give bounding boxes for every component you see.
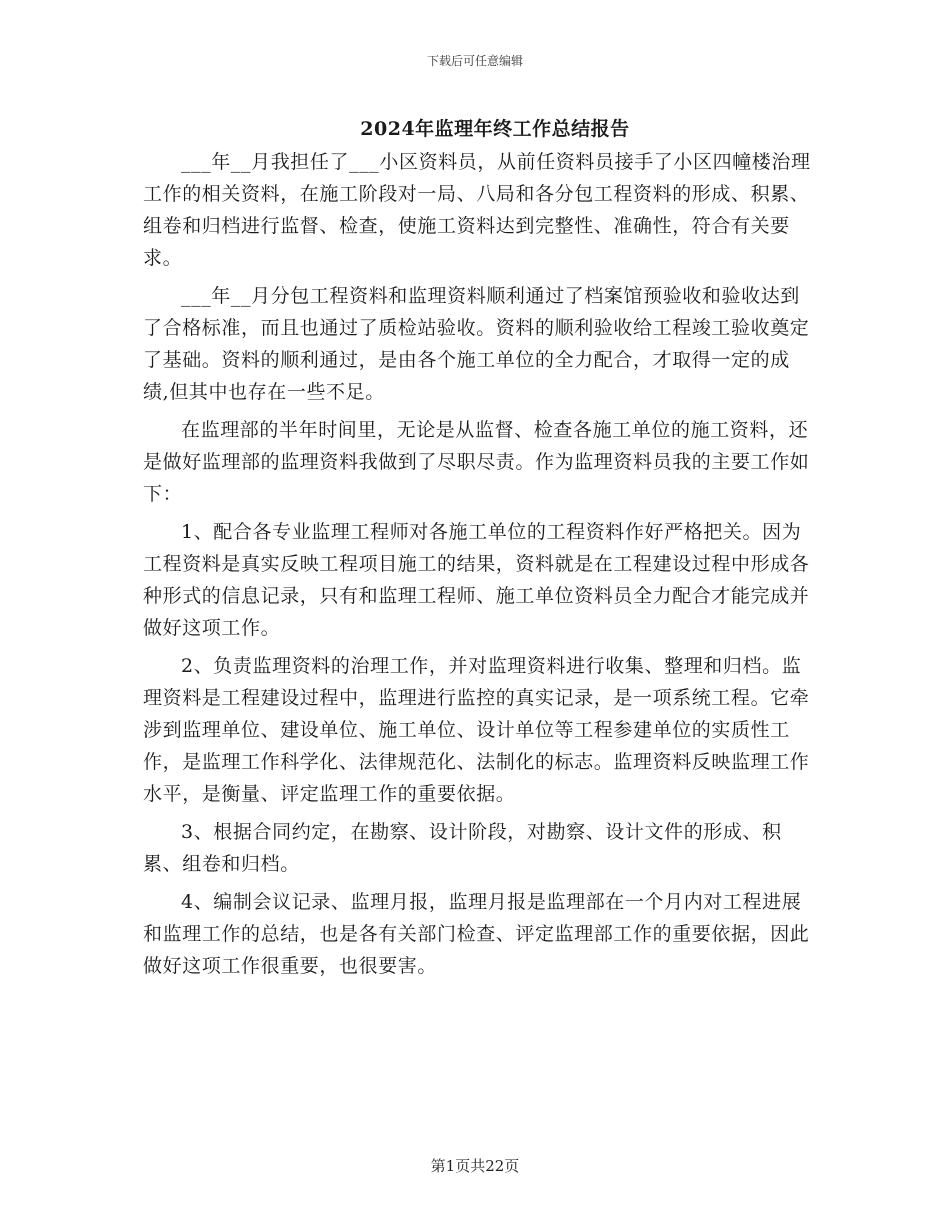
- paragraph: 4、编制会议记录、监理月报，监理月报是监理部在一个月内对工程进展和监理工作的总结，也是各有关部门检查、评定监理部工作的重要依据，因此做好这项工作很重要，也很要害。: [143, 891, 810, 977]
- paragraph: 3、根据合同约定，在勘察、设计阶段，对勘察、设计文件的形成、积累、组卷和归档。: [143, 821, 782, 875]
- document-body: [143, 146, 815, 988]
- paragraph: 在监理部的半年时间里，无论是从监督、检查各施工单位的施工资料，还是做好监理部的监理资料我做到了尽职尽责。作为监理资料员我的主要工作如下：: [143, 419, 810, 505]
- paragraph: ___年__月我担任了___小区资料员，从前任资料员接手了小区四幢楼治理工作的相关资料，在施工阶段对一局、八局和各分包工程资料的形成、积累、组卷和归档进行监督、检查，使施工资料达到完整性、准确性，符合有关要求。: [143, 151, 811, 269]
- header-note: 下载后可任意编辑: [426, 54, 523, 68]
- paragraph: ___年__月分包工程资料和监理资料顺利通过了档案馆预验收和验收达到了合格标准，而且也通过了质检站验收。资料的顺利验收给工程竣工验收奠定了基础。资料的顺利通过，是由各个施工单位的全力配合，才取得一定的成绩,但其中也存在一些不足。: [143, 285, 810, 403]
- page-footer: 第1页共22页: [430, 1157, 520, 1175]
- paragraph: 2、负责监理资料的治理工作，并对监理资料进行收集、整理和归档。监理资料是工程建设过程中，监理进行监控的真实记录，是一项系统工程。它牵涉到监理单位、建设单位、施工单位、设计单位等工程参建单位的实质性工作，是监理工作科学化、法律规范化、法制化的标志。监理资料反映监理工作水平，是衡量、评定监理工作的重要依据。: [143, 655, 810, 805]
- document-title: 2024年监理年终工作总结报告: [360, 118, 630, 140]
- paragraph: 1、配合各专业监理工程师对各施工单位的工程资料作好严格把关。因为工程资料是真实反映工程项目施工的结果，资料就是在工程建设过程中形成各种形式的信息记录，只有和监理工程师、施工单位资料员全力配合才能完成并做好这项工作。: [143, 521, 810, 639]
